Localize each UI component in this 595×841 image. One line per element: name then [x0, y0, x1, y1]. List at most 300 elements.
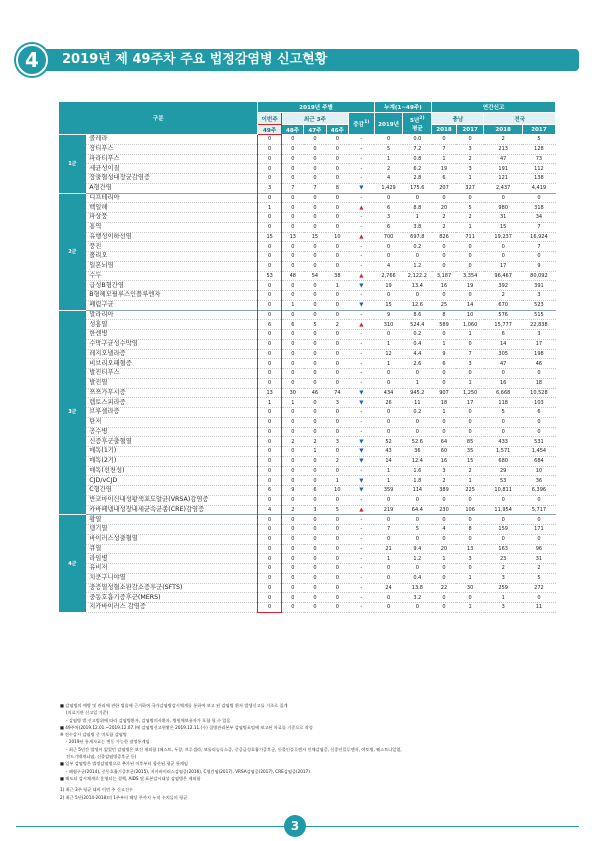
- disease-name: 브루셀라증: [86, 408, 258, 418]
- cell-w49: 0: [258, 525, 281, 535]
- cell-w49: 0: [258, 593, 281, 603]
- table-row: [59, 271, 556, 281]
- cell-nt2017: 515: [522, 310, 555, 320]
- cell-cn2017: 0: [456, 427, 484, 437]
- cell-w46: 0: [326, 417, 348, 427]
- col-national-header: 전국: [484, 113, 556, 125]
- cell-w48: 0: [281, 495, 303, 505]
- cell-avg5: 64.4: [403, 505, 432, 515]
- table-row: [59, 213, 556, 223]
- cell-y2019: 26: [374, 398, 403, 408]
- cell-avg5: 4.4: [403, 349, 432, 359]
- cell-nt2018: 2: [484, 564, 522, 574]
- cell-nt2018: 53: [484, 476, 522, 486]
- table-row: [59, 456, 556, 466]
- cell-w47: 0: [304, 291, 326, 301]
- cell-nt2018: 3: [484, 603, 522, 613]
- cell-diff: -: [349, 427, 375, 437]
- cell-diff: -: [349, 174, 375, 184]
- col-week2019-header: 2019년 주별: [258, 102, 374, 113]
- cell-w47: 0: [304, 417, 326, 427]
- cell-cn2017: 14: [456, 300, 484, 310]
- cell-w47: 0: [304, 281, 326, 291]
- cell-w47: 3: [304, 505, 326, 515]
- cell-nt2018: 670: [484, 300, 522, 310]
- cell-y2019: 19: [374, 281, 403, 291]
- disease-name: CJD/vCJD: [86, 476, 258, 486]
- cell-y2019: 0: [374, 408, 403, 418]
- cell-avg5: 36: [403, 447, 432, 457]
- cell-diff: -: [349, 554, 375, 564]
- cell-w46: 0: [326, 554, 348, 564]
- cell-w47: 0: [304, 495, 326, 505]
- cell-cn2018: 0: [432, 291, 457, 301]
- cell-w48: 48: [281, 271, 303, 281]
- cell-nt2017: 31: [522, 554, 555, 564]
- cell-w46: 1: [326, 476, 348, 486]
- cell-avg5: 0: [403, 427, 432, 437]
- cell-nt2018: 163: [484, 544, 522, 554]
- cell-w49: 0: [258, 291, 281, 301]
- cell-w46: 0: [326, 544, 348, 554]
- cell-nt2018: 10,811: [484, 486, 522, 496]
- cell-cn2017: 1: [456, 476, 484, 486]
- cell-w47: 0: [304, 213, 326, 223]
- cell-w47: 0: [304, 174, 326, 184]
- cell-w48: 0: [281, 242, 303, 252]
- cell-cn2017: 30: [456, 583, 484, 593]
- cell-cn2018: 1: [432, 554, 457, 564]
- cell-w46: 0: [326, 174, 348, 184]
- cell-w49: 0: [258, 564, 281, 574]
- cell-cn2018: 0: [432, 369, 457, 379]
- cell-avg5: 8.6: [403, 310, 432, 320]
- cell-nt2017: 684: [522, 456, 555, 466]
- cell-cn2017: 5: [456, 203, 484, 213]
- cell-w48: 0: [281, 174, 303, 184]
- cell-nt2018: 16: [484, 378, 522, 388]
- cell-cn2018: 1: [432, 154, 457, 164]
- cell-avg5: 11: [403, 398, 432, 408]
- cell-y2019: 434: [374, 388, 403, 398]
- cell-nt2018: 3: [484, 573, 522, 583]
- cell-cn2018: 3: [432, 466, 457, 476]
- cell-avg5: 1: [403, 213, 432, 223]
- cell-nt2018: 96,467: [484, 271, 522, 281]
- cell-y2019: 0: [374, 603, 403, 613]
- cell-cn2017: 85: [456, 437, 484, 447]
- disease-name: 뎅기열: [86, 525, 258, 535]
- cell-cn2017: 1: [456, 378, 484, 388]
- cell-nt2018: 23: [484, 554, 522, 564]
- table-row: [59, 242, 556, 252]
- table-row: [59, 144, 556, 154]
- disease-name: 장티푸스: [86, 144, 258, 154]
- disease-name: 중동호흡기증후군(MERS): [86, 593, 258, 603]
- section-title: 2019년 제 49주차 주요 법정감염병 신고현황: [62, 52, 328, 67]
- table-row: [59, 417, 556, 427]
- cell-w48: 0: [281, 378, 303, 388]
- cell-y2019: 2,766: [374, 271, 403, 281]
- cell-nt2017: 0: [522, 417, 555, 427]
- footnote-line: - 감염병 별 신고범위에 따라 감염병환자, 감염병의사환자, 병원체보유자가 포함 될 수 있음: [66, 717, 231, 723]
- col-w48-header: 48주: [281, 125, 303, 135]
- cell-w48: 6: [281, 320, 303, 330]
- col-annual-header: 연간신고: [432, 102, 556, 113]
- footnote-line: 1) 최근 3주 평균 대비 이번 주 신고건수: [60, 787, 133, 793]
- table-row: [59, 554, 556, 564]
- cell-w49: 0: [258, 252, 281, 262]
- cell-w48: 0: [281, 427, 303, 437]
- cell-cn2018: 0: [432, 252, 457, 262]
- cell-cn2017: 0: [456, 135, 484, 145]
- cell-w47: 0: [304, 164, 326, 174]
- cell-w48: 1: [281, 398, 303, 408]
- cell-w46: 0: [326, 261, 348, 271]
- footnote-line: 진드기매개뇌염, 신종감염병증후군 등): [66, 754, 137, 760]
- cell-nt2017: 73: [522, 154, 555, 164]
- cell-avg5: 945.2: [403, 388, 432, 398]
- cell-y2019: 3: [374, 213, 403, 223]
- cell-cn2018: 0: [432, 593, 457, 603]
- disease-name: 성홍열: [86, 320, 258, 330]
- disease-name: 카바페넴내성장내세균속균종(CRE)감염증: [86, 505, 258, 515]
- cell-w46: 2: [326, 320, 348, 330]
- cell-cn2017: 1: [456, 330, 484, 340]
- cell-w46: 0: [326, 593, 348, 603]
- disease-name: 유행성이하선염: [86, 232, 258, 242]
- cell-y2019: 0: [374, 252, 403, 262]
- cell-w49: 0: [258, 242, 281, 252]
- cell-w49: 53: [258, 271, 281, 281]
- col-w46-header: 46주: [326, 125, 348, 135]
- cell-w49: 0: [258, 261, 281, 271]
- cell-nt2018: 47: [484, 359, 522, 369]
- table-row: [59, 154, 556, 164]
- cell-w49: 0: [258, 544, 281, 554]
- cell-w46: 0: [326, 427, 348, 437]
- cell-nt2017: 523: [522, 300, 555, 310]
- cell-w46: 2: [326, 456, 348, 466]
- cell-w46: 0: [326, 154, 348, 164]
- cell-w47: 6: [304, 486, 326, 496]
- cell-w49: 0: [258, 534, 281, 544]
- cell-w46: 0: [326, 203, 348, 213]
- cell-diff: ▲: [349, 232, 375, 242]
- cell-diff: -: [349, 242, 375, 252]
- cell-avg5: 13.4: [403, 281, 432, 291]
- cell-w47: 0: [304, 515, 326, 525]
- disease-name: 레지오넬라증: [86, 349, 258, 359]
- cell-y2019: 0: [374, 242, 403, 252]
- cell-w47: 0: [304, 476, 326, 486]
- cell-y2019: 9: [374, 310, 403, 320]
- cell-avg5: 0: [403, 193, 432, 203]
- cell-nt2018: 15: [484, 222, 522, 232]
- cell-cn2017: 2: [456, 154, 484, 164]
- cell-w49: 13: [258, 388, 281, 398]
- cell-cn2017: 19: [456, 281, 484, 291]
- cell-w47: 0: [304, 242, 326, 252]
- cell-cn2018: 2: [432, 222, 457, 232]
- cell-avg5: 0: [403, 291, 432, 301]
- cell-cn2018: 0: [432, 261, 457, 271]
- cell-y2019: 1,429: [374, 183, 403, 193]
- table-row: [59, 593, 556, 603]
- cell-w49: 6: [258, 320, 281, 330]
- disease-name: 라임병: [86, 554, 258, 564]
- cell-avg5: 0.4: [403, 573, 432, 583]
- cell-cn2018: 0: [432, 242, 457, 252]
- cell-nt2018: 433: [484, 437, 522, 447]
- cell-w49: 0: [258, 300, 281, 310]
- cell-w47: 0: [304, 135, 326, 145]
- cell-avg5: 2,122.2: [403, 271, 432, 281]
- cell-w46: 38: [326, 271, 348, 281]
- cell-y2019: 0: [374, 193, 403, 203]
- cell-nt2018: 0: [484, 534, 522, 544]
- cell-avg5: 0: [403, 564, 432, 574]
- cell-w47: 54: [304, 271, 326, 281]
- cell-cn2017: 17: [456, 398, 484, 408]
- cell-cn2018: 230: [432, 505, 457, 515]
- cell-w46: 0: [326, 310, 348, 320]
- cell-w48: 0: [281, 359, 303, 369]
- cell-nt2018: 31: [484, 213, 522, 223]
- cell-cn2017: 0: [456, 417, 484, 427]
- table-row: [59, 583, 556, 593]
- cell-w48: 0: [281, 573, 303, 583]
- cell-nt2018: 0: [484, 369, 522, 379]
- cell-diff: -: [349, 378, 375, 388]
- cell-avg5: 175.6: [403, 183, 432, 193]
- disease-name: 매독(1기): [86, 447, 258, 457]
- cell-avg5: 1.2: [403, 261, 432, 271]
- cell-w47: 0: [304, 564, 326, 574]
- cell-w49: 1: [258, 398, 281, 408]
- cell-nt2018: 0: [484, 495, 522, 505]
- col-cumulative-header: 누계(1~49주): [374, 102, 432, 113]
- col-disease-header: 구분: [59, 102, 258, 135]
- cell-y2019: 0: [374, 427, 403, 437]
- cell-cn2018: 8: [432, 310, 457, 320]
- cell-cn2017: 2: [456, 466, 484, 476]
- footnote-line: ■ 일부 감염병은 법정감염병으로 추가된 이후부터 합산된 평균 통계임: [60, 761, 188, 767]
- cell-nt2018: 11,954: [484, 505, 522, 515]
- cell-nt2018: 0: [484, 427, 522, 437]
- cell-nt2018: 118: [484, 398, 522, 408]
- col-chungnam-header: 충남: [432, 113, 484, 125]
- cell-y2019: 1: [374, 466, 403, 476]
- table-row: [59, 427, 556, 437]
- cell-nt2017: 531: [522, 437, 555, 447]
- cell-avg5: 0.2: [403, 330, 432, 340]
- table-row: [59, 174, 556, 184]
- cell-cn2018: 0: [432, 330, 457, 340]
- cell-diff: -: [349, 310, 375, 320]
- cell-cn2018: 0: [432, 534, 457, 544]
- cell-w48: 0: [281, 534, 303, 544]
- disease-name: 세균성이질: [86, 164, 258, 174]
- cell-nt2017: 0: [522, 534, 555, 544]
- table-row: [59, 486, 556, 496]
- cell-nt2017: 96: [522, 544, 555, 554]
- col-cn2017-header: 2017: [456, 125, 484, 135]
- col-nt2017-header: 2017: [522, 125, 555, 135]
- cell-w46: 0: [326, 135, 348, 145]
- cell-nt2017: 80,092: [522, 271, 555, 281]
- table-row: [59, 447, 556, 457]
- cell-cn2018: 389: [432, 486, 457, 496]
- table-row: [59, 534, 556, 544]
- cell-avg5: 524.4: [403, 320, 432, 330]
- cell-w46: 0: [326, 369, 348, 379]
- cell-diff: -: [349, 349, 375, 359]
- cell-avg5: 52.6: [403, 437, 432, 447]
- disease-name: A형간염: [86, 183, 258, 193]
- cell-w49: 0: [258, 476, 281, 486]
- cell-diff: -: [349, 154, 375, 164]
- cell-diff: -: [349, 339, 375, 349]
- cell-diff: -: [349, 417, 375, 427]
- cell-diff: -: [349, 369, 375, 379]
- cell-y2019: 1: [374, 359, 403, 369]
- cell-nt2017: 391: [522, 281, 555, 291]
- cell-w49: 0: [258, 339, 281, 349]
- cell-nt2018: 14: [484, 339, 522, 349]
- cell-w49: 1: [258, 203, 281, 213]
- cell-avg5: 3.2: [403, 593, 432, 603]
- cell-cn2018: 0: [432, 135, 457, 145]
- cell-avg5: 1.2: [403, 554, 432, 564]
- table-row: [59, 281, 556, 291]
- col-y2019-header: 2019년: [374, 113, 403, 135]
- table-row: [59, 525, 556, 535]
- cell-avg5: 0: [403, 252, 432, 262]
- cell-w46: 3: [326, 398, 348, 408]
- cell-nt2018: 29: [484, 466, 522, 476]
- col-change-header: 증감$^{1)}$: [349, 113, 375, 135]
- disease-name: 반코마이신내성황색포도알균(VRSA)감염증: [86, 495, 258, 505]
- cell-cn2018: 907: [432, 388, 457, 398]
- cell-nt2018: 159: [484, 525, 522, 535]
- cell-w48: 0: [281, 154, 303, 164]
- cell-diff: -: [349, 135, 375, 145]
- section-header: [16, 44, 579, 76]
- cell-nt2017: 3: [522, 330, 555, 340]
- cell-diff: -: [349, 252, 375, 262]
- group-label: 1군: [59, 135, 87, 194]
- cell-y2019: 5: [374, 144, 403, 154]
- cell-nt2018: 259: [484, 583, 522, 593]
- cell-w49: 0: [258, 135, 281, 145]
- disease-name: 유비저: [86, 564, 258, 574]
- cell-avg5: 0.2: [403, 242, 432, 252]
- cell-cn2017: 0: [456, 369, 484, 379]
- cell-w47: 0: [304, 193, 326, 203]
- cell-w49: 0: [258, 359, 281, 369]
- cell-cn2018: 4: [432, 525, 457, 535]
- cell-cn2018: 0: [432, 564, 457, 574]
- cell-w47: 0: [304, 330, 326, 340]
- table-row: [59, 505, 556, 515]
- disease-name: 급성B형간염: [86, 281, 258, 291]
- cell-nt2018: 1,571: [484, 447, 522, 457]
- cell-cn2018: 0: [432, 427, 457, 437]
- cell-avg5: 0: [403, 495, 432, 505]
- table-row: [59, 437, 556, 447]
- table-row: [59, 300, 556, 310]
- cell-cn2017: 1: [456, 603, 484, 613]
- cell-cn2018: 19: [432, 164, 457, 174]
- cell-diff: -: [349, 544, 375, 554]
- cell-w46: 0: [326, 349, 348, 359]
- cell-w49: 0: [258, 515, 281, 525]
- cell-avg5: 0: [403, 603, 432, 613]
- cell-y2019: 4: [374, 261, 403, 271]
- cell-w49: 6: [258, 486, 281, 496]
- cell-avg5: 12.6: [403, 300, 432, 310]
- cell-w48: 0: [281, 408, 303, 418]
- cell-y2019: 0: [374, 593, 403, 603]
- cell-w49: 0: [258, 369, 281, 379]
- cell-w49: 0: [258, 427, 281, 437]
- col-avg5-header: 5년$^{2)}$ 평균: [403, 113, 432, 135]
- cell-w48: 0: [281, 193, 303, 203]
- cell-cn2017: 0: [456, 564, 484, 574]
- cell-nt2017: 9: [522, 261, 555, 271]
- cell-nt2017: 16,924: [522, 232, 555, 242]
- cell-w46: 0: [326, 573, 348, 583]
- cell-diff: -: [349, 593, 375, 603]
- cell-nt2017: 0: [522, 369, 555, 379]
- cell-nt2017: 128: [522, 144, 555, 154]
- cell-w48: 0: [281, 222, 303, 232]
- cell-diff: -: [349, 466, 375, 476]
- cell-w48: 9: [281, 486, 303, 496]
- cell-w47: 0: [304, 349, 326, 359]
- cell-w49: 0: [258, 456, 281, 466]
- table-row: [59, 564, 556, 574]
- disease-name: C형간염: [86, 486, 258, 496]
- cell-w49: 0: [258, 378, 281, 388]
- cell-w47: 0: [304, 203, 326, 213]
- cell-nt2017: 318: [522, 203, 555, 213]
- cell-w47: 0: [304, 310, 326, 320]
- cell-cn2017: 3: [456, 164, 484, 174]
- cell-nt2018: 191: [484, 164, 522, 174]
- cell-w46: 0: [326, 291, 348, 301]
- cell-cn2018: 0: [432, 417, 457, 427]
- disease-name: B형헤모필루스인플루엔자: [86, 291, 258, 301]
- cell-w49: 3: [258, 183, 281, 193]
- cell-w48: 0: [281, 456, 303, 466]
- cell-diff: -: [349, 408, 375, 418]
- col-w47-header: 47주: [304, 125, 326, 135]
- disease-name: 장출혈성대장균감염증: [86, 174, 258, 184]
- cell-nt2017: 11: [522, 603, 555, 613]
- cell-cn2018: 60: [432, 447, 457, 457]
- cell-diff: -: [349, 144, 375, 154]
- cell-w49: 0: [258, 408, 281, 418]
- cell-w46: 0: [326, 193, 348, 203]
- cell-y2019: 0: [374, 378, 403, 388]
- cell-w49: 0: [258, 174, 281, 184]
- disease-name: 한센병: [86, 330, 258, 340]
- col-thisweek-header: 이번주: [258, 113, 281, 125]
- disease-name: 치쿤구니야열: [86, 573, 258, 583]
- cell-y2019: 7: [374, 525, 403, 535]
